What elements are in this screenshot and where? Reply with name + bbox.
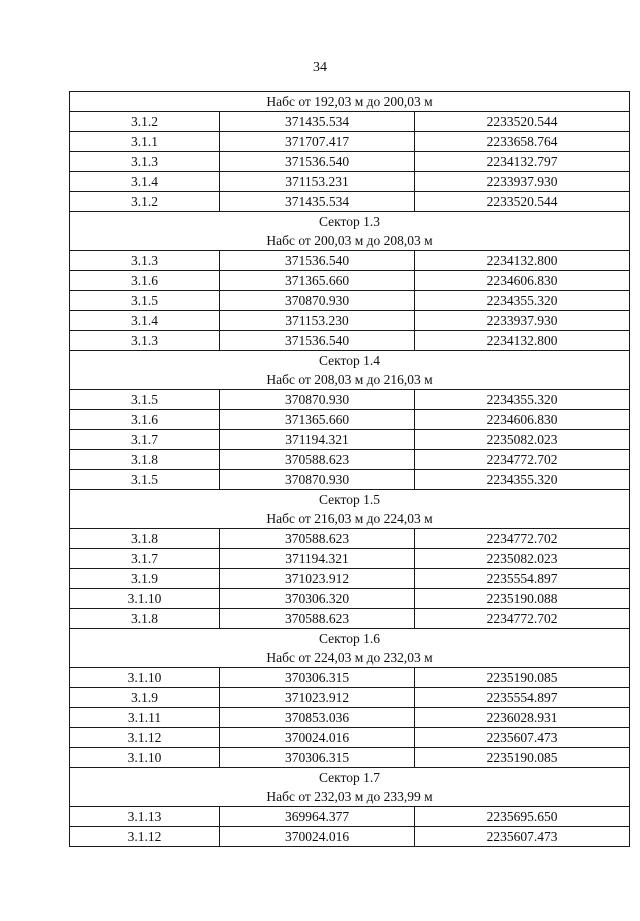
point-id-cell: 3.1.7 [70,549,220,569]
section-range: Набс от 224,03 м до 232,03 м [70,648,630,668]
section-range-row [70,509,630,529]
coordinates-table [69,91,630,847]
x-coordinate-cell: 370306.320 [220,589,415,609]
point-id-cell: 3.1.9 [70,688,220,708]
section-range-row [70,648,630,668]
y-coordinate-cell: 2233937.930 [415,311,630,331]
y-coordinate-cell: 2233658.764 [415,132,630,152]
section-range: Набс от 216,03 м до 224,03 м [70,509,630,529]
section-title-row [70,768,630,788]
table-row [70,748,630,768]
section-range: Набс от 192,03 м до 200,03 м [70,92,630,112]
x-coordinate-cell: 371365.660 [220,271,415,291]
x-coordinate-cell: 371194.321 [220,549,415,569]
y-coordinate-cell: 2235190.088 [415,589,630,609]
table-row [70,728,630,748]
table-row [70,708,630,728]
x-coordinate-cell: 369964.377 [220,807,415,827]
table-row [70,112,630,132]
point-id-cell: 3.1.2 [70,112,220,132]
point-id-cell: 3.1.4 [70,172,220,192]
point-id-cell: 3.1.5 [70,291,220,311]
y-coordinate-cell: 2234355.320 [415,291,630,311]
table-row [70,430,630,450]
y-coordinate-cell: 2235190.085 [415,748,630,768]
page-number: 34 [313,60,327,75]
table-row [70,311,630,331]
y-coordinate-cell: 2234772.702 [415,450,630,470]
x-coordinate-cell: 370588.623 [220,450,415,470]
table-row [70,390,630,410]
table-row [70,609,630,629]
table-row [70,271,630,291]
y-coordinate-cell: 2235082.023 [415,549,630,569]
point-id-cell: 3.1.3 [70,152,220,172]
table-row [70,192,630,212]
point-id-cell: 3.1.2 [70,192,220,212]
x-coordinate-cell: 371707.417 [220,132,415,152]
point-id-cell: 3.1.8 [70,529,220,549]
point-id-cell: 3.1.5 [70,390,220,410]
section-range-row [70,787,630,807]
y-coordinate-cell: 2235607.473 [415,827,630,847]
y-coordinate-cell: 2235554.897 [415,688,630,708]
section-title: Сектор 1.5 [70,490,630,510]
x-coordinate-cell: 370306.315 [220,748,415,768]
y-coordinate-cell: 2235607.473 [415,728,630,748]
table-row [70,132,630,152]
x-coordinate-cell: 371435.534 [220,112,415,132]
x-coordinate-cell: 370024.016 [220,827,415,847]
point-id-cell: 3.1.3 [70,251,220,271]
x-coordinate-cell: 371435.534 [220,192,415,212]
point-id-cell: 3.1.11 [70,708,220,728]
section-title-row [70,212,630,232]
x-coordinate-cell: 371153.231 [220,172,415,192]
x-coordinate-cell: 370853.036 [220,708,415,728]
section-title: Сектор 1.4 [70,351,630,371]
y-coordinate-cell: 2234772.702 [415,609,630,629]
x-coordinate-cell: 371194.321 [220,430,415,450]
x-coordinate-cell: 371023.912 [220,569,415,589]
y-coordinate-cell: 2234606.830 [415,271,630,291]
point-id-cell: 3.1.4 [70,311,220,331]
table-row [70,251,630,271]
table-row [70,807,630,827]
point-id-cell: 3.1.1 [70,132,220,152]
y-coordinate-cell: 2235082.023 [415,430,630,450]
table-row [70,152,630,172]
y-coordinate-cell: 2234132.800 [415,331,630,351]
section-range-row [70,92,630,112]
section-range-row [70,370,630,390]
point-id-cell: 3.1.10 [70,668,220,688]
section-title-row [70,629,630,649]
table-row [70,589,630,609]
point-id-cell: 3.1.9 [70,569,220,589]
table-row [70,172,630,192]
section-title: Сектор 1.3 [70,212,630,232]
table-row [70,549,630,569]
table-row [70,410,630,430]
x-coordinate-cell: 370588.623 [220,529,415,549]
y-coordinate-cell: 2234132.797 [415,152,630,172]
point-id-cell: 3.1.12 [70,827,220,847]
section-title: Сектор 1.7 [70,768,630,788]
section-title-row [70,490,630,510]
y-coordinate-cell: 2234355.320 [415,390,630,410]
point-id-cell: 3.1.6 [70,410,220,430]
y-coordinate-cell: 2235695.650 [415,807,630,827]
y-coordinate-cell: 2233520.544 [415,192,630,212]
point-id-cell: 3.1.7 [70,430,220,450]
point-id-cell: 3.1.10 [70,748,220,768]
x-coordinate-cell: 371536.540 [220,331,415,351]
table-row [70,827,630,847]
y-coordinate-cell: 2235554.897 [415,569,630,589]
section-range: Набс от 232,03 м до 233,99 м [70,787,630,807]
y-coordinate-cell: 2234772.702 [415,529,630,549]
point-id-cell: 3.1.8 [70,609,220,629]
section-title-row [70,351,630,371]
table-row [70,291,630,311]
point-id-cell: 3.1.12 [70,728,220,748]
section-range: Набс от 208,03 м до 216,03 м [70,370,630,390]
y-coordinate-cell: 2233520.544 [415,112,630,132]
point-id-cell: 3.1.3 [70,331,220,351]
table-row [70,529,630,549]
table-row [70,450,630,470]
x-coordinate-cell: 371023.912 [220,688,415,708]
section-range: Набс от 200,03 м до 208,03 м [70,231,630,251]
coordinates-table-body [70,92,630,847]
table-row [70,688,630,708]
point-id-cell: 3.1.6 [70,271,220,291]
x-coordinate-cell: 370870.930 [220,390,415,410]
table-row [70,668,630,688]
x-coordinate-cell: 370588.623 [220,609,415,629]
y-coordinate-cell: 2235190.085 [415,668,630,688]
table-row [70,331,630,351]
x-coordinate-cell: 370306.315 [220,668,415,688]
section-range-row [70,231,630,251]
point-id-cell: 3.1.10 [70,589,220,609]
table-row [70,569,630,589]
x-coordinate-cell: 371153.230 [220,311,415,331]
x-coordinate-cell: 370870.930 [220,291,415,311]
x-coordinate-cell: 370024.016 [220,728,415,748]
y-coordinate-cell: 2236028.931 [415,708,630,728]
x-coordinate-cell: 370870.930 [220,470,415,490]
x-coordinate-cell: 371536.540 [220,152,415,172]
x-coordinate-cell: 371365.660 [220,410,415,430]
point-id-cell: 3.1.8 [70,450,220,470]
y-coordinate-cell: 2234606.830 [415,410,630,430]
y-coordinate-cell: 2234132.800 [415,251,630,271]
section-title: Сектор 1.6 [70,629,630,649]
point-id-cell: 3.1.13 [70,807,220,827]
y-coordinate-cell: 2233937.930 [415,172,630,192]
table-row [70,470,630,490]
x-coordinate-cell: 371536.540 [220,251,415,271]
point-id-cell: 3.1.5 [70,470,220,490]
y-coordinate-cell: 2234355.320 [415,470,630,490]
